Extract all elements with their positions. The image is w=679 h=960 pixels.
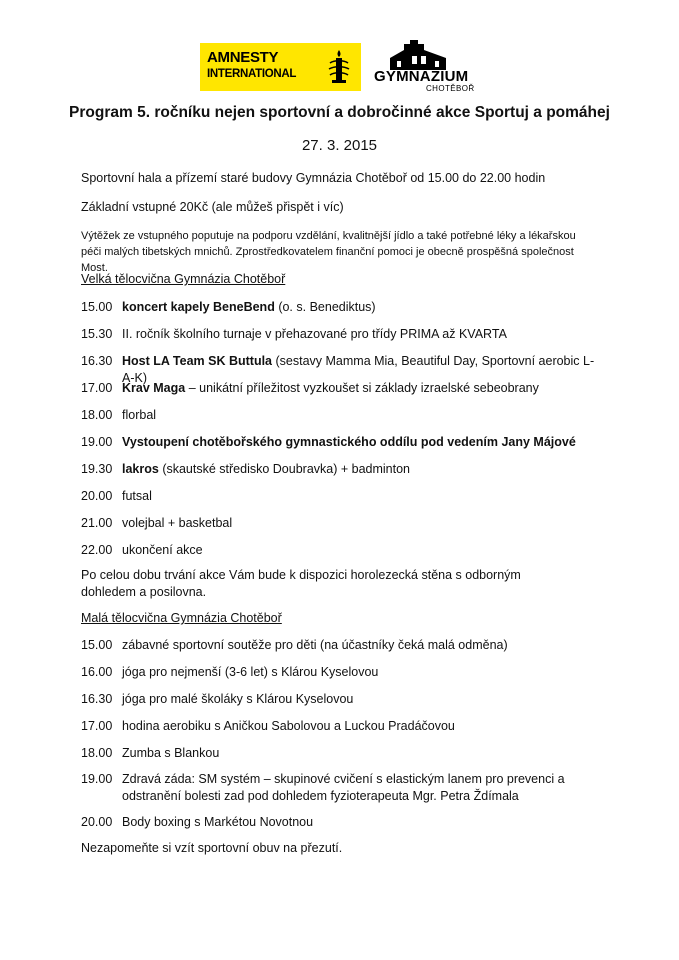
schedule-time: 17.00 xyxy=(81,719,113,733)
schedule-row xyxy=(81,434,601,451)
schedule-text: jóga pro nejmenší (3-6 let) s Klárou Kyselovou xyxy=(122,665,379,679)
schedule-text: II. ročník školního turnaje v přehazované pro třídy PRIMA až KVARTA xyxy=(122,327,507,341)
schedule-time: 15.00 xyxy=(81,300,113,314)
schedule-text: ukončení akce xyxy=(122,543,203,557)
schedule-text: (skautské středisko Doubravka) + badminton xyxy=(158,462,411,476)
schedule-row xyxy=(81,745,601,762)
schedule-highlight: Vystoupení chotěbořského gymnastického oddílu pod vedením Jany Májové xyxy=(122,435,576,449)
schedule-row xyxy=(81,488,601,505)
schedule-time: 18.00 xyxy=(81,746,113,760)
page-title: Program 5. ročníku nejen sportovní a dobročinné akce Sportuj a pomáhej xyxy=(69,104,610,121)
schedule-highlight: koncert kapely BeneBend xyxy=(122,300,275,314)
closing-note: Nezapomeňte si vzít sportovní obuv na přezutí. xyxy=(81,841,343,855)
big-hall-heading: Velká tělocvična Gymnázia Chotěboř xyxy=(81,272,286,286)
schedule-row xyxy=(81,718,601,735)
schedule-time: 17.00 xyxy=(81,381,113,395)
schedule-row xyxy=(81,380,601,397)
schedule-time: 15.30 xyxy=(81,327,113,341)
schedule-row xyxy=(81,461,601,478)
schedule-row xyxy=(81,814,601,831)
schedule-time: 16.30 xyxy=(81,354,113,368)
schedule-time: 20.00 xyxy=(81,815,113,829)
schedule-highlight: Krav Maga xyxy=(122,381,186,395)
schedule-time: 20.00 xyxy=(81,489,113,503)
candle-barbed-wire-icon xyxy=(326,49,352,85)
schedule-time: 18.00 xyxy=(81,408,113,422)
schedule-text: (o. s. Benediktus) xyxy=(274,300,376,314)
small-hall-heading: Malá tělocvična Gymnázia Chotěboř xyxy=(81,611,282,625)
schedule-text: florbal xyxy=(122,408,157,422)
schedule-text: futsal xyxy=(122,489,152,503)
schedule-time: 19.00 xyxy=(81,435,113,449)
amnesty-line2: INTERNATIONAL xyxy=(207,68,297,80)
schedule-row xyxy=(81,515,601,532)
schedule-highlight: Host LA Team SK Buttula xyxy=(122,354,273,368)
schedule-row xyxy=(81,771,586,805)
schedule-time: 19.00 xyxy=(81,772,113,786)
schedule-text: (sestavy Mamma Mia, Beautiful Day, Sportovní aerobic L-A-K) xyxy=(122,354,595,385)
schedule-time: 15.00 xyxy=(81,638,113,652)
gymnazium-logo xyxy=(372,38,475,94)
schedule-time: 21.00 xyxy=(81,516,113,530)
schedule-text: – unikátní příležitost vyzkoušet si základy izraelské sebeobrany xyxy=(185,381,539,395)
schedule-time: 22.00 xyxy=(81,543,113,557)
climbing-wall-note: Po celou dobu trvání akce Vám bude k dispozici horolezecká stěna s odborným dohledem a posilovna. xyxy=(81,568,521,599)
school-building-icon xyxy=(372,38,472,72)
amnesty-logo xyxy=(200,43,361,91)
schedule-time: 16.00 xyxy=(81,665,113,679)
schedule-row xyxy=(81,664,601,681)
schedule-time: 19.30 xyxy=(81,462,113,476)
schedule-row xyxy=(81,542,601,559)
fee-text: Základní vstupné 20Kč (ale můžeš přispět i víc) xyxy=(81,200,344,214)
schedule-text: Zdravá záda: SM systém – skupinové cvičení s elastickým lanem pro prevenci a odstranění bolesti zad pod dohledem fyzioterapeuta Mgr. Petra Ždímala xyxy=(122,772,565,803)
schedule-time: 16.30 xyxy=(81,692,113,706)
schedule-row xyxy=(81,326,601,343)
schedule-text: volejbal + basketbal xyxy=(122,516,233,530)
event-date: 27. 3. 2015 xyxy=(301,137,378,154)
gymnazium-city: CHOTĚBOŘ xyxy=(426,84,475,93)
schedule-text: Body boxing s Markétou Novotnou xyxy=(122,815,314,829)
amnesty-line1: AMNESTY xyxy=(207,49,279,66)
schedule-text: hodina aerobiku s Aničkou Sabolovou a Luckou Pradáčovou xyxy=(122,719,455,733)
schedule-row xyxy=(81,407,601,424)
schedule-text: zábavné sportovní soutěže pro děti (na účastníky čeká malá odměna) xyxy=(122,638,508,652)
schedule-text: jóga pro malé školáky s Klárou Kyselovou xyxy=(122,692,354,706)
gymnazium-wordmark: GYMNÁZIUM xyxy=(374,68,469,85)
schedule-row xyxy=(81,637,601,654)
venue-text: Sportovní hala a přízemí staré budovy Gymnázia Chotěboř od 15.00 do 22.00 hodin xyxy=(81,171,546,185)
amnesty-wordmark xyxy=(207,50,296,82)
schedule-row xyxy=(81,691,601,708)
schedule-highlight: lakros xyxy=(122,462,159,476)
proceeds-note: Výtěžek ze vstupného poputuje na podporu vzdělání, kvalitnější jídlo a také potřebné léky a lékařskou péči malých tibetských mnichů. Zprostředkovatelem finanční pomoci je obecně prospěšná společnost Most. xyxy=(81,230,576,274)
schedule-row xyxy=(81,299,601,316)
schedule-text: Zumba s Blankou xyxy=(122,746,220,760)
